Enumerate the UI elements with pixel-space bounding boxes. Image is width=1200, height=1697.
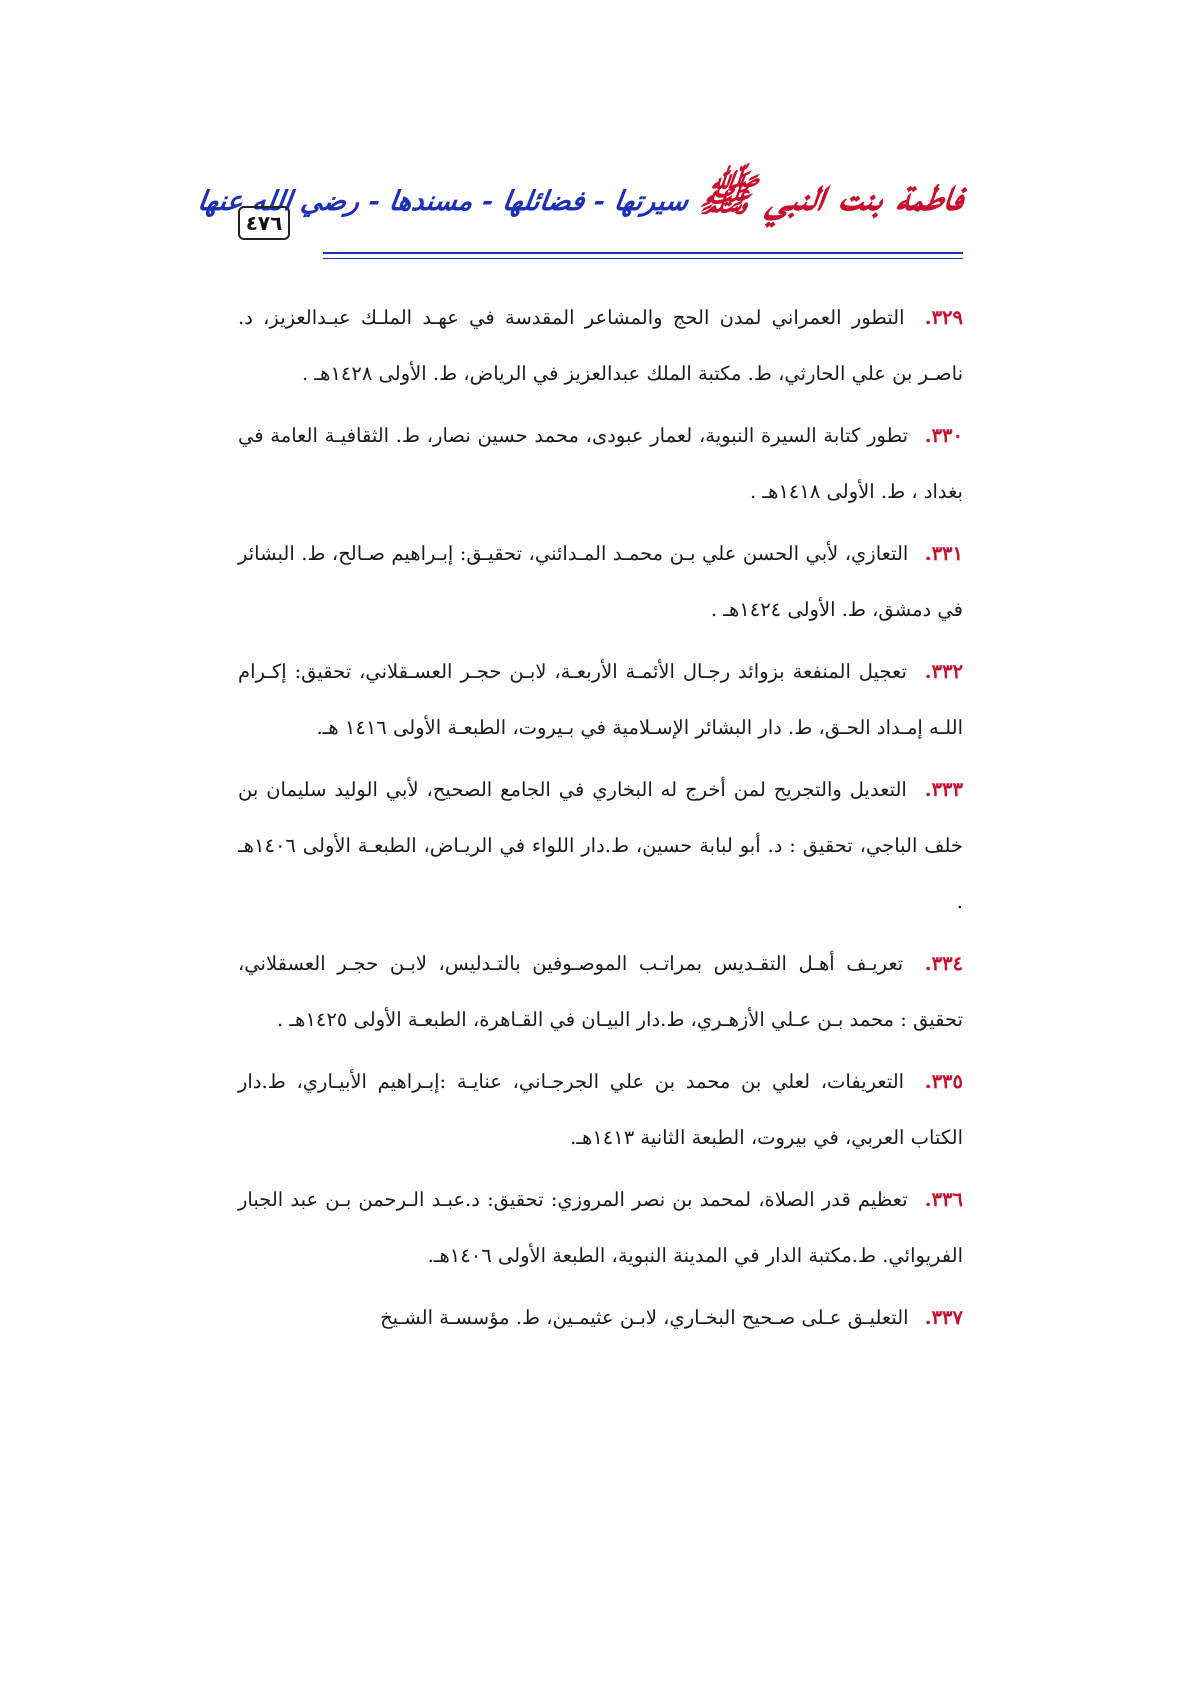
bibliography-entry [238, 290, 963, 402]
bibliography-entry [238, 1290, 963, 1346]
entry-number: ٣٣٠. [924, 424, 963, 447]
book-title-subtitle: سيرتها - فضائلها - مسندها - رضي الله عنها [195, 186, 691, 217]
entry-number: ٣٣٥. [924, 1070, 963, 1093]
book-title-main: فاطمة بنت النبي ﷺ [696, 170, 968, 221]
entry-text: التعازي، لأبي الحسن علي بـن محمـد المـدائني، تحقيـق: إبـراهيم صـالح، ط. البشائر في دمشق، ط. الأولى ١٤٢٤هـ . [238, 542, 963, 621]
entry-text: تعظيم قدر الصلاة، لمحمد بن نصر المروزي: تحقيق: د.عبـد الـرحمن بـن عبد الجبار الفريوائي. ط.مكتبة الدار في المدينة النبوية، الطبعة الأولى ١٤٠٦هـ. [238, 1188, 963, 1267]
entry-text: التعريفات، لعلي بن محمد بن علي الجرجـاني، عنايـة :إبـراهيم الأبيـاري، ط.دار الكتاب العربي، في بيروت، الطبعة الثانية ١٤١٣هـ. [238, 1070, 963, 1149]
bibliography-entry [238, 1172, 963, 1284]
entry-text: التعديل والتجريح لمن أخرج له البخاري في الجامع الصحيح، لأبي الوليد سليمان بن خلف الباجي، تحقيق : د. أبو لبابة حسين، ط.دار اللواء في الريـاض، الطبعـة الأولى ١٤٠٦هـ . [238, 778, 963, 913]
entry-number: ٣٣٢. [924, 660, 964, 683]
entry-text: تعريـف أهـل التقـديس بمراتـب الموصـوفين بالتـدليس، لابـن حجـر العسقلاني، تحقيق : محمد بـن عـلي الأزهـري، ط.دار البيـان في القـاهرة، الطبعـة الأولى ١٤٢٥هـ . [238, 952, 963, 1031]
entry-text: التطور العمراني لمدن الحج والمشاعر المقدسة في عهـد الملـك عبـدالعزيز، د. ناصـر بن علي الحارثي، ط. مكتبة الملك عبدالعزيز في الرياض، ط. الأولى ١٤٢٨هـ . [238, 306, 963, 385]
header-divider [323, 252, 963, 259]
entry-text: تطور كتابة السيرة النبوية، لعمار عبودى، محمد حسين نصار، ط. الثقافيـة العامة في بغداد ، ط. الأولى ١٤١٨هـ . [238, 424, 963, 503]
page-number: ٤٧٦ [238, 206, 290, 240]
entry-number: ٣٣٣. [924, 778, 963, 801]
entry-number: ٣٣٤. [924, 952, 964, 975]
entry-number: ٣٢٩. [924, 306, 963, 329]
bibliography-entry [238, 936, 963, 1048]
entry-number: ٣٣٧. [924, 1306, 963, 1329]
page-header [195, 168, 968, 268]
bibliography-entry [238, 762, 963, 930]
bibliography-entry [238, 526, 963, 638]
entry-text: تعجيل المنفعة بزوائد رجـال الأئمـة الأربعـة، لابـن حجـر العسـقلاني، تحقيق: إكـرام اللـه إمـداد الحـق، ط. دار البشائر الإسـلامية في بـيروت، الطبعـة الأولى ١٤١٦ هـ. [238, 660, 963, 739]
bibliography-list [238, 290, 963, 1352]
entry-number: ٣٣٦. [924, 1188, 964, 1211]
entry-number: ٣٣١. [924, 542, 963, 565]
entry-text: التعليـق عـلى صـحيح البخـاري، لابـن عثيمـين، ط. مؤسسـة الشـيخ [380, 1306, 909, 1329]
bibliography-entry [238, 408, 963, 520]
bibliography-entry [238, 644, 963, 756]
bibliography-entry [238, 1054, 963, 1166]
